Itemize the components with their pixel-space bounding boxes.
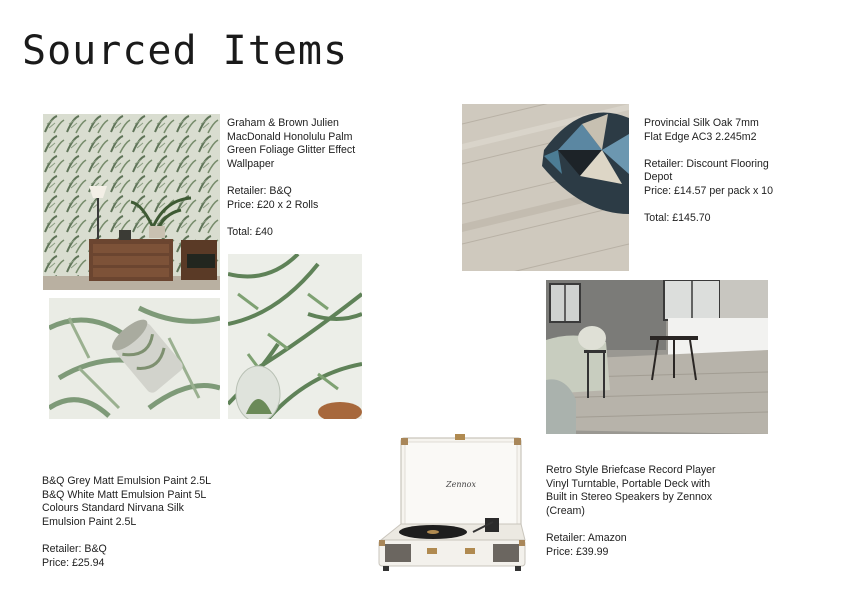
product-name-line: B&Q White Matt Emulsion Paint 5L (42, 488, 207, 501)
product-name-line: Graham & Brown Julien (227, 117, 339, 129)
wallpaper-palm-closeup-photo (228, 254, 362, 419)
price-text: Price: £25.94 (42, 556, 105, 569)
wallpaper-roll-photo (49, 298, 220, 419)
product-name-line: MacDonald Honolulu Palm (227, 130, 353, 143)
record-player-description (546, 464, 766, 559)
lid-brand-text: Zennox (446, 480, 476, 489)
product-name-line: Flat Edge AC3 2.245m2 (644, 130, 757, 143)
flooring-room-photo (546, 280, 768, 434)
flooring-cushion-photo (462, 104, 629, 271)
price-text: Price: £14.57 per pack x 10 (644, 184, 773, 197)
page-title: Sourced Items (22, 28, 349, 74)
product-name-line: Built in Stereo Speakers by Zennox (546, 491, 713, 504)
product-name-line: Wallpaper (227, 157, 275, 170)
price-text: Price: £20 x 2 Rolls (227, 198, 319, 211)
product-name-line: Retro Style Briefcase Record Player (546, 464, 716, 476)
paint-description (42, 475, 262, 570)
product-name-line: Vinyl Turntable, Portable Deck with (546, 477, 711, 490)
product-name-line: B&Q Grey Matt Emulsion Paint 2.5L (42, 475, 211, 487)
flooring-description (644, 117, 834, 226)
total-text: Total: £145.70 (644, 212, 711, 225)
product-name-line: (Cream) (546, 504, 585, 517)
retailer-text: Retailer: B&Q (227, 184, 292, 197)
record-player-photo (375, 432, 527, 574)
product-name-line: Provincial Silk Oak 7mm (644, 117, 759, 129)
retailer-text: Retailer: Amazon (546, 531, 627, 544)
retailer-text: Retailer: Discount Flooring (644, 157, 769, 170)
wallpaper-room-photo (43, 114, 220, 290)
total-text: Total: £40 (227, 225, 273, 238)
product-name-line: Green Foliage Glitter Effect (227, 144, 356, 157)
product-name-line: Emulsion Paint 2.5L (42, 515, 137, 528)
price-text: Price: £39.99 (546, 545, 609, 558)
retailer-text: Retailer: B&Q (42, 542, 107, 555)
retailer-text: Depot (644, 171, 673, 184)
wallpaper-description (227, 117, 387, 239)
product-name-line: Colours Standard Nirvana Silk (42, 502, 184, 515)
